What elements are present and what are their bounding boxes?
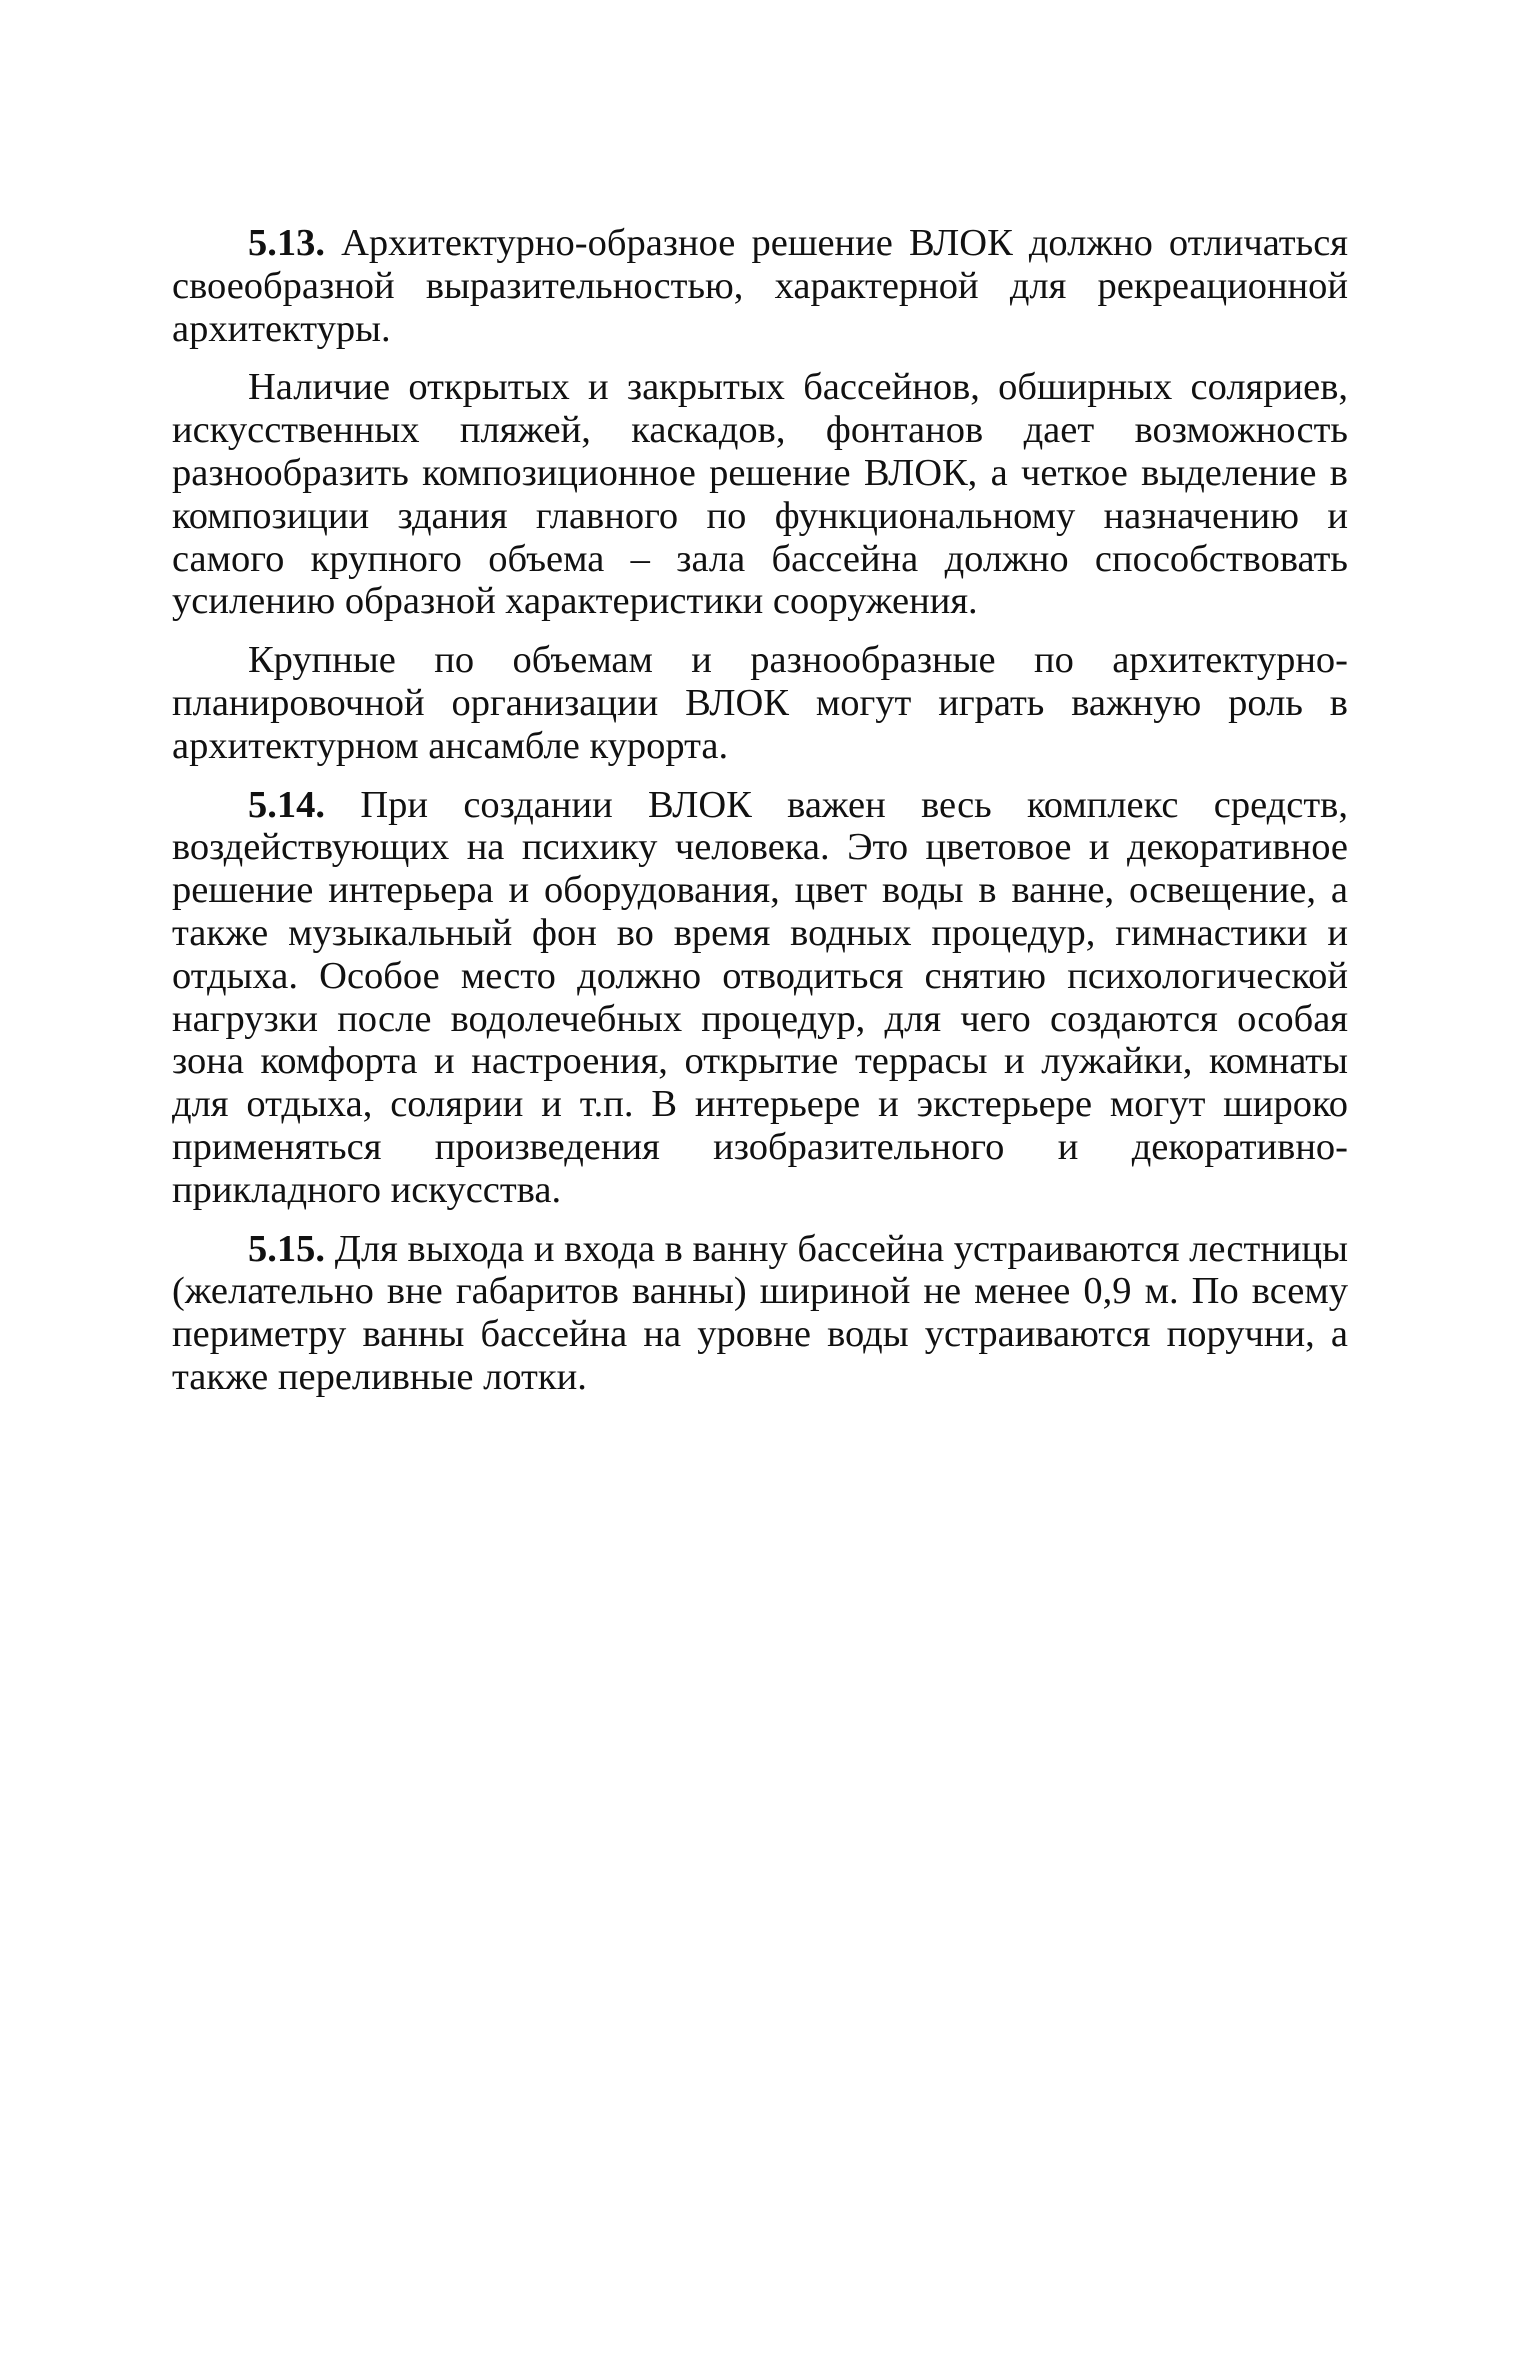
section-number: 5.15. (248, 1227, 325, 1270)
section-5-13-paragraph-2: Наличие открытых и закрытых бассейнов, обширных соляриев, искусственных пляжей, каскадов, фонтанов дает возможность разнообразить композиционное решение ВЛОК, а четкое выделение в композиции здания главного по функциональному назначению и самого крупного объема – зала бассейна должно способствовать усилению образной характеристики сооружения. (172, 366, 1348, 623)
paragraph-text: Архитектурно-образное решение ВЛОК должно отличаться своеобразной выразительностью, характерной для рекреационной архитектуры. (172, 222, 1348, 350)
section-number: 5.13. (248, 222, 325, 264)
document-page (172, 222, 1348, 1415)
section-5-15-paragraph-1 (172, 1228, 1348, 1399)
paragraph-text: Для выхода и входа в ванну бассейна устраиваются лестницы (желательно вне габаритов ванны) шириной не менее 0,9 м. По всему периметру ванны бассейна на уровне воды устраиваются поручни, а также переливные лотки. (172, 1227, 1349, 1398)
section-number: 5.14. (248, 783, 325, 826)
section-5-13-paragraph-3: Крупные по объемам и разнообразные по архитектурно-планировочной организации ВЛОК могут играть важную роль в архитектурном ансамбле курорта. (172, 639, 1348, 767)
section-5-14-paragraph-1 (172, 784, 1348, 1212)
paragraph-text: При создании ВЛОК важен весь комплекс средств, воздействующих на психику человека. Это цветовое и декоративное решение интерьера и оборудования, цвет воды в ванне, освещение, а также музыкальный фон во время водных процедур, гимнастики и отдыха. Особое место должно отводиться снятию психологической нагрузки после водолечебных процедур, для чего создаются особая зона комфорта и настроения, открытие террасы и лужайки, комнаты для отдыха, солярии и т.п. В интерьере и экстерьере могут широко применяться произведения изобразительного и декоративно-прикладного искусства. (172, 783, 1348, 1211)
section-5-13-paragraph-1 (172, 222, 1348, 350)
